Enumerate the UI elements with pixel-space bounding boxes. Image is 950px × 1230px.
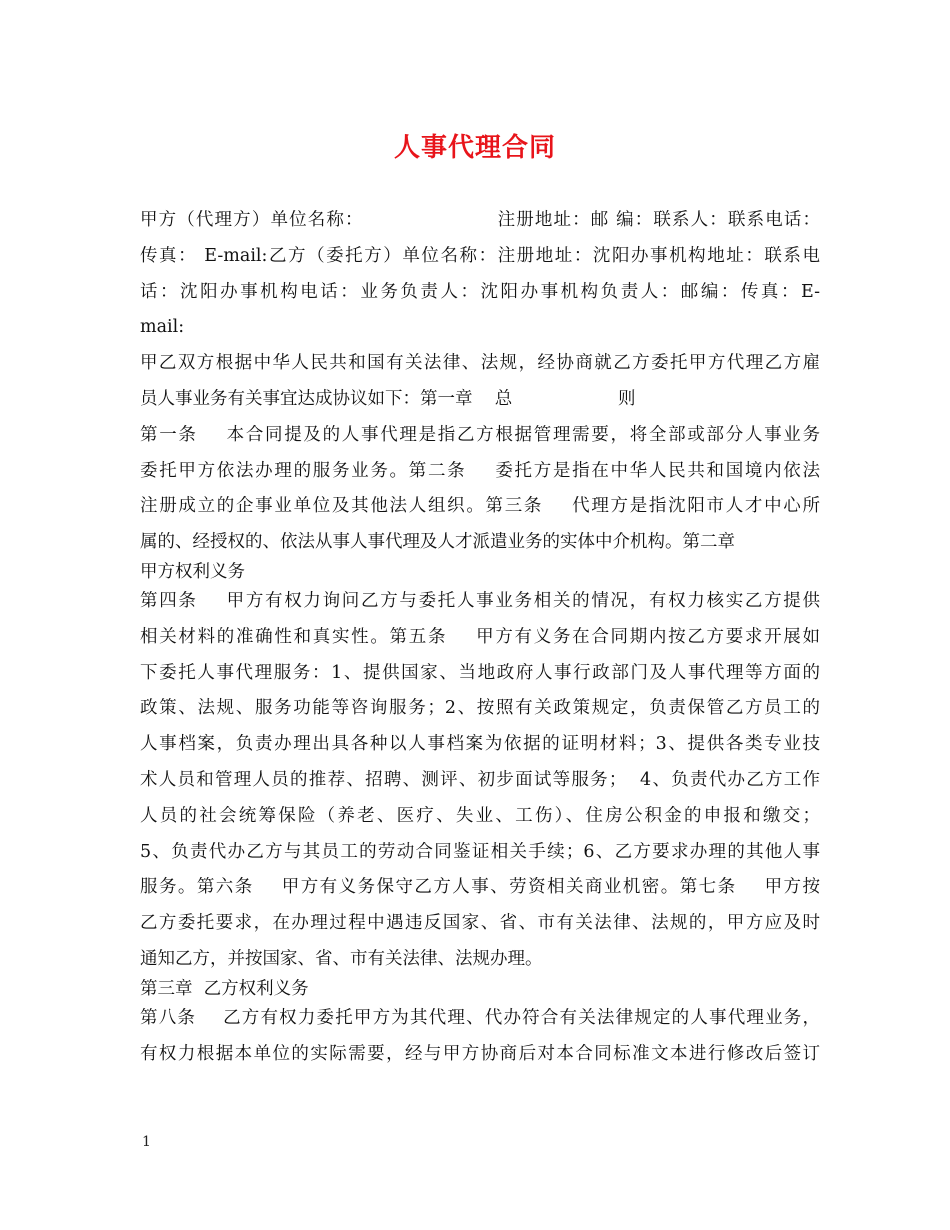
text-line: 第一条 本合同提及的人事代理是指乙方根据管理需要，将全部或部分人事业务 (140, 424, 820, 445)
text-line: 委托甲方依法办理的服务业务。第二条 委托方是指在中华人民共和国境内依法 (140, 460, 820, 481)
text-line: 属的、经授权的、依法从事人事代理及人才派遣业务的实体中介机构。第二章 (140, 532, 735, 553)
text-line: 乙方委托要求，在办理过程中遇违反国家、省、市有关法律、法规的，甲方应及时 (140, 913, 820, 934)
text-line: 相关材料的准确性和真实性。第五条 甲方有义务在合同期内按乙方要求开展如 (140, 626, 820, 647)
text-line: mail: (140, 317, 185, 338)
text-line: 注册成立的企事业单位及其他法人组织。第三条 代理方是指沈阳市人才中心所 (140, 496, 820, 517)
text-line: 人员的社会统筹保险（养老、医疗、失业、工伤）、住房公积金的申报和缴交； (140, 805, 820, 826)
text-line: 第八条 乙方有权力委托甲方为其代理、代办符合有关法律规定的人事代理业务， (140, 1007, 820, 1028)
text-line: 人事档案，负责办理出具各种以人事档案为依据的证明材料；3、提供各类专业技 (140, 734, 820, 755)
text-line: 第四条 甲方有权力询问乙方与委托人事业务相关的情况，有权力核实乙方提供 (140, 590, 820, 611)
text-line: 服务。第六条 甲方有义务保守乙方人事、劳资相关商业机密。第七条 甲方按 (140, 877, 820, 898)
document-title: 人事代理合同 (393, 133, 556, 163)
text-line: 甲乙双方根据中华人民共和国有关法律、法规，经协商就乙方委托甲方代理乙方雇 (140, 353, 820, 374)
text-line: 术人员和管理人员的推荐、招聘、测评、初步面试等服务； 4、负责代办乙方工作 (140, 769, 820, 790)
text-line: 传真： E-mail:乙方（委托方）单位名称：注册地址：沈阳办事机构地址：联系电 (140, 245, 820, 266)
page-number: 1 (142, 1134, 151, 1150)
text-line: 甲方（代理方）单位名称： 注册地址：邮 编：联系人：联系电话： (140, 210, 820, 230)
text-line: 政策、法规、服务功能等咨询服务；2、按照有关政策规定，负责保管乙方员工的 (140, 698, 820, 719)
text-line: 第三章 乙方权利义务 (140, 978, 309, 999)
text-line: 5、负责代办乙方与其员工的劳动合同鉴证相关手续；6、乙方要求办理的其他人事 (140, 841, 820, 862)
text-line: 下委托人事代理服务：1、提供国家、当地政府人事行政部门及人事代理等方面的 (140, 662, 820, 683)
text-line: 有权力根据本单位的实际需要，经与甲方协商后对本合同标准文本进行修改后签订 (140, 1043, 820, 1064)
text-line: 员人事业务有关事宜达成协议如下：第一章 总 则 (140, 388, 636, 409)
text-line: 话：沈阳办事机构电话：业务负责人：沈阳办事机构负责人：邮编：传真：E- (140, 281, 820, 302)
text-line: 甲方权利义务 (140, 561, 245, 582)
text-line: 通知乙方，并按国家、省、市有关法律、法规办理。 (140, 948, 543, 969)
document-body (140, 203, 820, 1072)
